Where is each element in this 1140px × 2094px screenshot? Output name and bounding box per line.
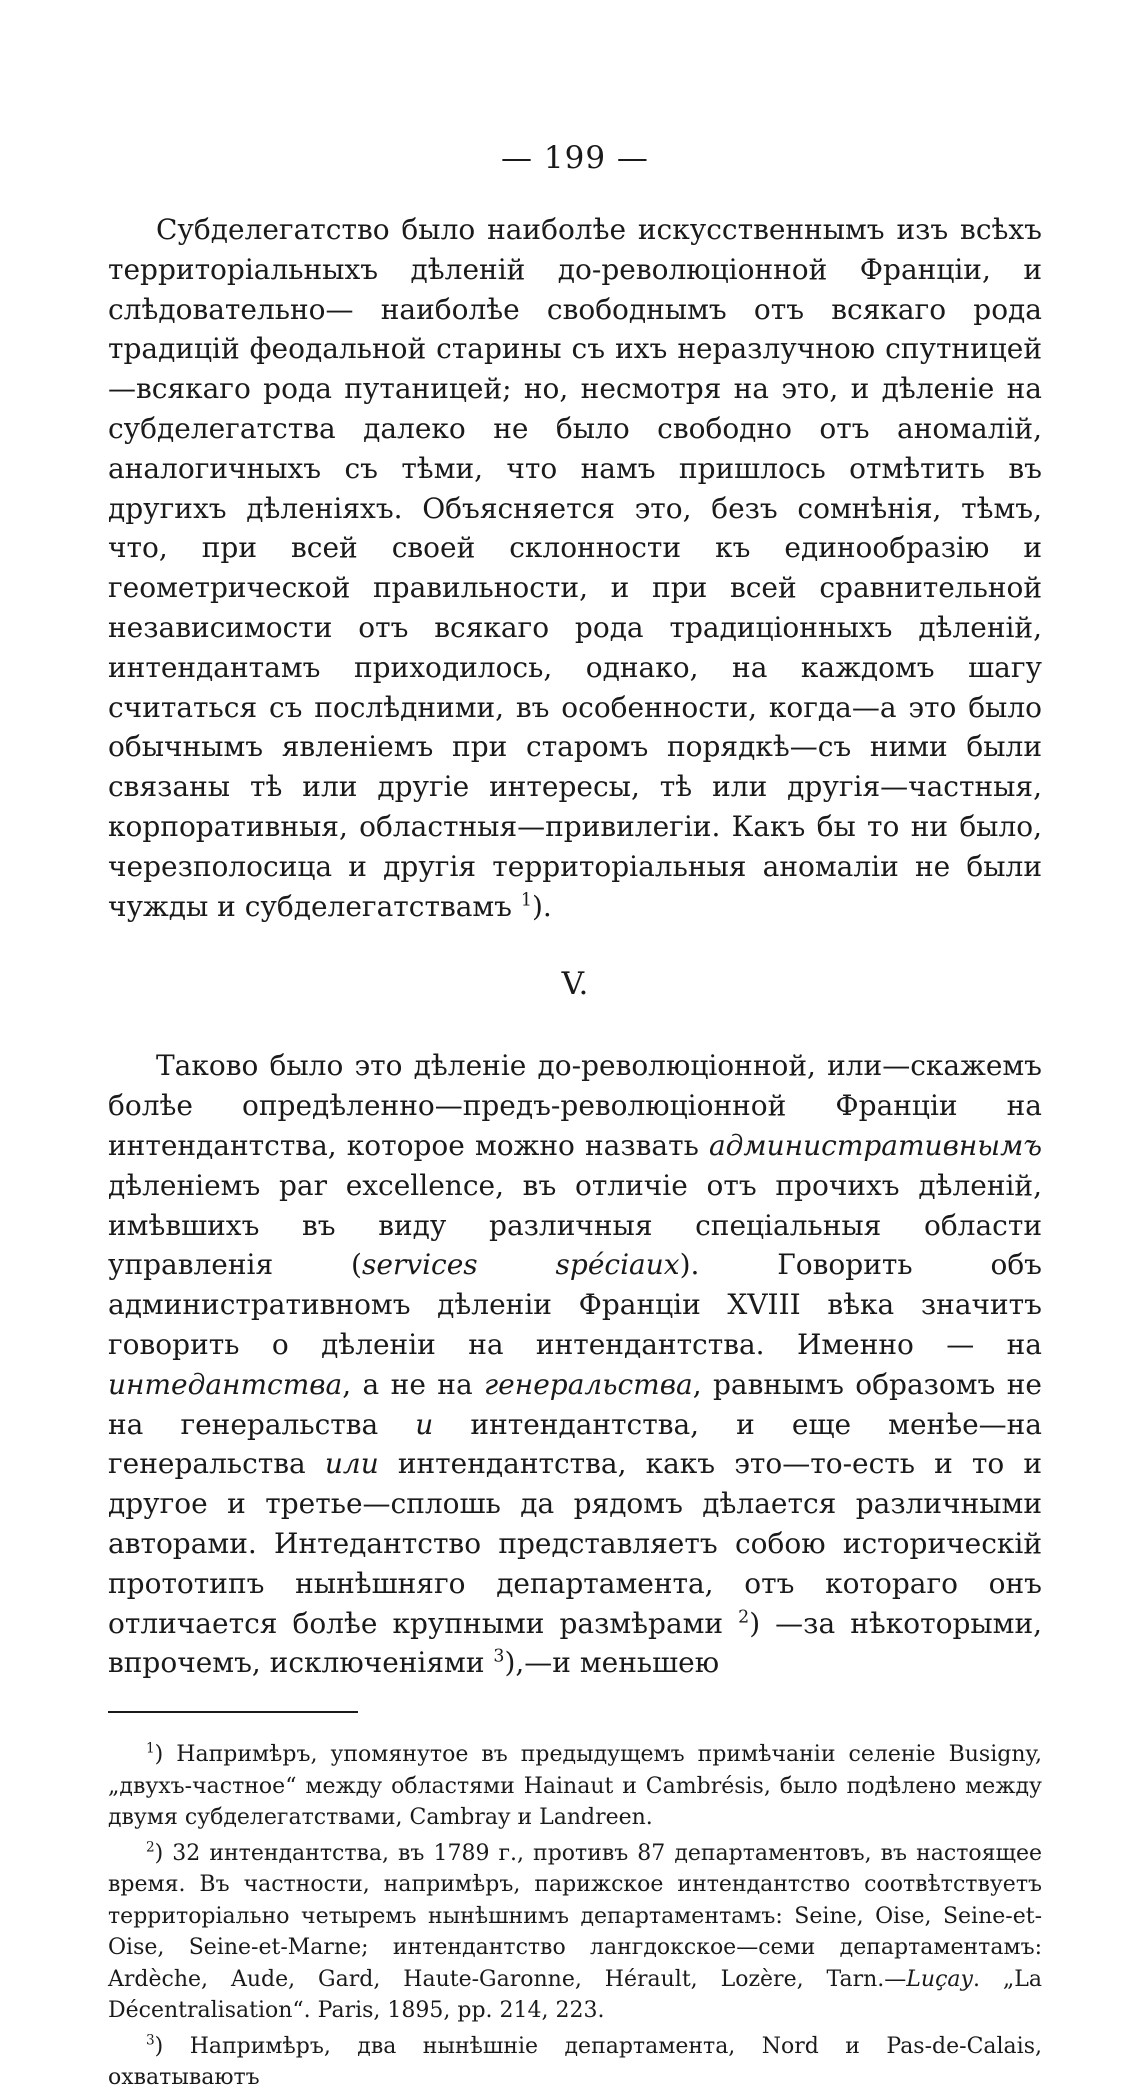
footnote-citation: . „La Décentralisation“. Paris, 1895, pp. 214, 223. (108, 1966, 1043, 2024)
italic-term: или (324, 1447, 379, 1481)
italic-term: административнымъ (708, 1128, 1042, 1162)
italic-term: services spéciaux (361, 1248, 680, 1282)
paragraph-end: ). (531, 889, 552, 923)
paragraph-text: Субделегатство было наиболѣе искусственнымъ изъ всѣхъ территоріальныхъ дѣленій до-революціонной Франціи, и слѣдовательно— наиболѣе свободнымъ отъ всякаго рода традицій феодальной старины съ ихъ неразлучною спутницей—всякаго рода путаницей; но, несмотря на это, и дѣленіе на субделегатства далеко не было свободно отъ аномалій, аналогичныхъ съ тѣми, что намъ пришлось отмѣтить въ другихъ дѣленіяхъ. Объясняется это, безъ сомнѣнія, тѣмъ, что, при всей своей склонности къ единообразію и геометрической правильности, и при всей сравнительной независимости отъ всякаго рода традиціонныхъ дѣленій, интендантамъ приходилось, однако, на каждомъ шагу считаться съ послѣдними, въ особенности, когда—а это было обычнымъ явленіемъ при старомъ порядкѣ—съ ними были связаны тѣ или другіе интересы, тѣ или другія—частныя, корпоративныя, областныя—привилегіи. Какъ бы то ни было, черезполосица и другія территоріальныя аномаліи не были чужды и субделегатствамъ (108, 213, 1042, 923)
text-part: ). Говорить объ административномъ дѣленіи Франціи XVIII вѣка значитъ говорить о дѣленіи на интендантства. Именно — на (108, 1248, 1042, 1361)
footnote-mark: 3 (146, 2032, 155, 2049)
text-part: интендантства, какъ это—то-есть и то и другое и третье—сплошь да рядомъ дѣлается различными авторами. Интедантство представляетъ собою историческій прототипъ нынѣшняго департамента, отъ котораго онъ отличается болѣе крупными размѣрами (108, 1447, 1042, 1640)
text-part: , а не на (342, 1367, 485, 1401)
footnote-author: Luçay (906, 1966, 973, 1992)
footnote-mark: 1 (146, 1740, 155, 1757)
footnote-ref-2: 2 (738, 1607, 750, 1628)
text-part: Таково было это дѣленіе до-революціонной, или—скажемъ болѣе опредѣленно—предъ-революціонной Франціи на интендантства, которое можно назвать (108, 1049, 1042, 1162)
footnote-2 (108, 1838, 1042, 2027)
footnote-ref-1: 1 (520, 890, 532, 911)
footnote-1 (108, 1739, 1042, 1834)
text-part: интендантства, и еще менѣе—на генеральства (108, 1407, 1042, 1481)
text-part: ) —за нѣкоторыми, впрочемъ, исключеніями (108, 1606, 1043, 1680)
italic-term: и (415, 1407, 434, 1441)
text-part: дѣленіемъ par excellence, въ отличіе отъ прочихъ дѣленій, имѣвшихъ въ виду различныя спеціальныя области управленія ( (108, 1168, 1042, 1282)
paragraph-subdelegations (108, 210, 1042, 926)
italic-term: генеральства (484, 1367, 693, 1401)
footnote-divider (108, 1711, 358, 1713)
page-number: — 199 — (501, 140, 649, 176)
section-heading: V. (561, 966, 589, 1003)
paragraph-intendancies (108, 1046, 1042, 1683)
italic-term: интедантства (108, 1367, 343, 1401)
footnote-text: ) 32 интендантства, въ 1789 г., противъ 87 департаментовъ, въ настоящее время. Въ частности, напримѣръ, парижское интендантство соотвѣтствуетъ территоріально четыремъ нынѣшнимъ департаментамъ: Seine, Oise, Seine-et-Oise, Seine-et-Marne; интендантство лангдокское—семи департаментамъ: Ardèche, Aude, Gard, Haute-Garonne, Hérault, Lozère, Tarn.— (108, 1840, 1042, 1992)
text-part: , равнымъ образомъ не на генеральства (108, 1367, 1042, 1441)
text-part: ),—и меньшею (504, 1646, 720, 1680)
footnote-text: ) Напримѣръ, упомянутое въ предыдущемъ примѣчаніи селеніе Busigny, „двухъ-частное“ между областями Hainaut и Cambrésis, было подѣлено между двумя субделегатствами, Cambray и Landreen. (108, 1742, 1042, 1831)
footnote-ref-3: 3 (493, 1646, 505, 1667)
footnote-mark: 2 (146, 1839, 155, 1856)
footnote-text: ) Напримѣръ, два нынѣшніе департамента, Nord и Pas-de-Calais, охватываютъ (108, 2033, 1042, 2091)
footnote-3 (108, 2031, 1042, 2094)
